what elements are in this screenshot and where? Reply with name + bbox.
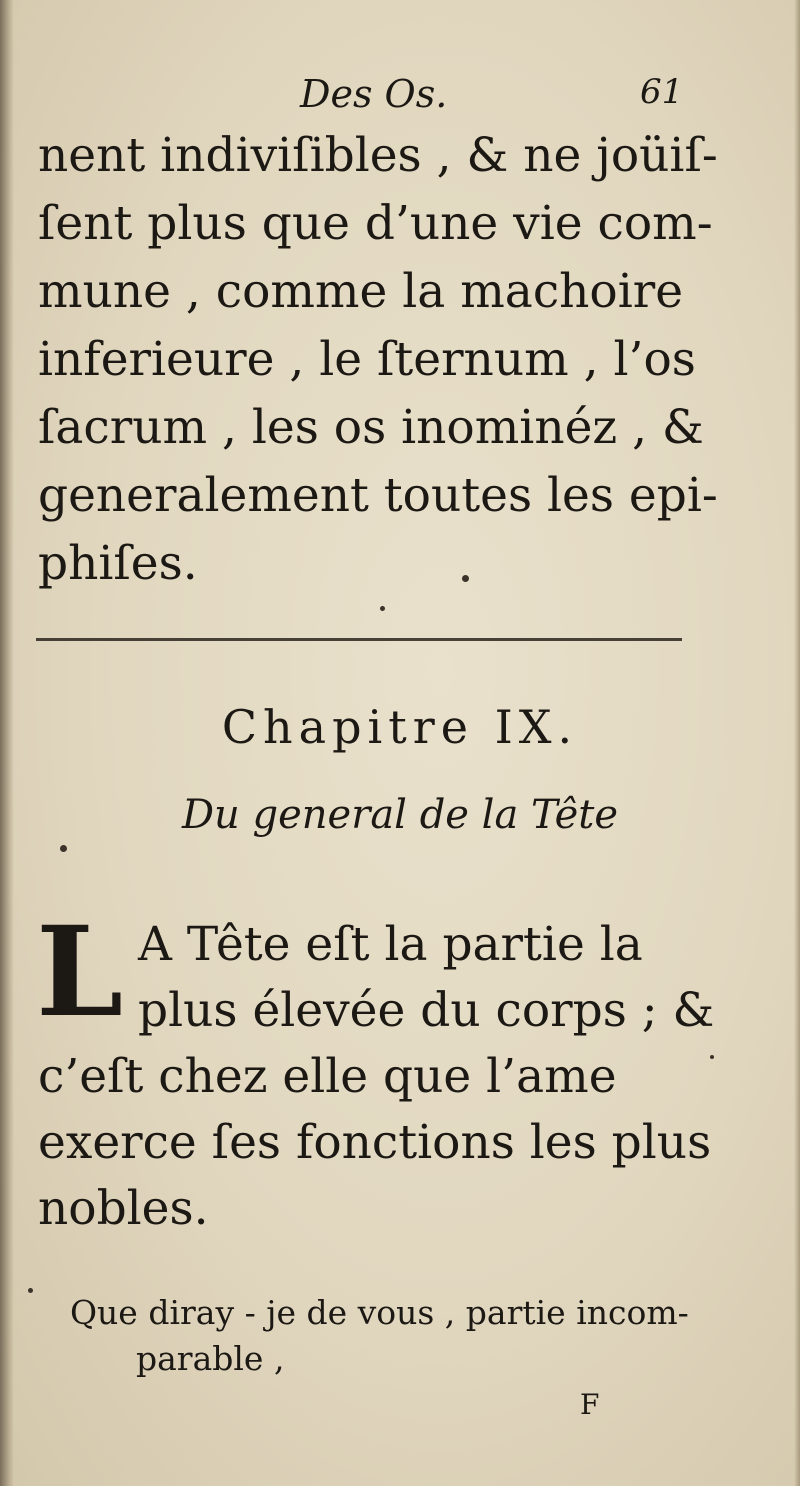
running-head-title: Des Os. — [300, 72, 448, 116]
paragraph-line: nobles. — [38, 1181, 209, 1236]
chapter-subtitle: Du general de la Tête — [181, 792, 619, 838]
verse-quote — [70, 1290, 689, 1382]
body-text — [38, 122, 738, 598]
ink-speck — [28, 1288, 33, 1293]
page-number: 61 — [640, 72, 684, 112]
ink-speck — [380, 606, 385, 611]
verse-line: parable , — [136, 1339, 285, 1378]
body-line: generalement toutes les epi- — [38, 468, 718, 523]
ink-speck — [60, 845, 67, 852]
body-line: ſacrum , les os inominéz , & — [38, 400, 704, 455]
body-line: mune , comme la machoire — [38, 264, 684, 319]
paragraph-line: c’eſt chez elle que l’ame — [38, 1049, 617, 1104]
paragraph-line: plus élevée du corps ; & — [138, 983, 715, 1038]
drop-cap: L — [36, 900, 124, 1045]
body-line: phiſes. — [38, 536, 198, 591]
running-head — [0, 72, 800, 122]
signature-mark: F — [580, 1388, 600, 1421]
chapter-heading: Chapitre IX. — [221, 700, 579, 754]
chapter-paragraph — [36, 900, 728, 1242]
paragraph-line: A Tête eſt la partie la — [138, 917, 643, 972]
body-line: inferieure , le ſternum , l’os — [38, 332, 696, 387]
body-line: ſent plus que d’une vie com- — [38, 196, 713, 251]
verse-line: Que diray - je de vous , partie incom- — [70, 1293, 689, 1332]
ink-speck — [462, 575, 469, 582]
ink-speck — [710, 1055, 714, 1059]
section-divider — [36, 638, 682, 641]
body-line: nent indiviſibles , & ne joüiſ- — [38, 128, 718, 183]
paragraph-line: exerce ſes fonctions les plus — [38, 1115, 712, 1170]
